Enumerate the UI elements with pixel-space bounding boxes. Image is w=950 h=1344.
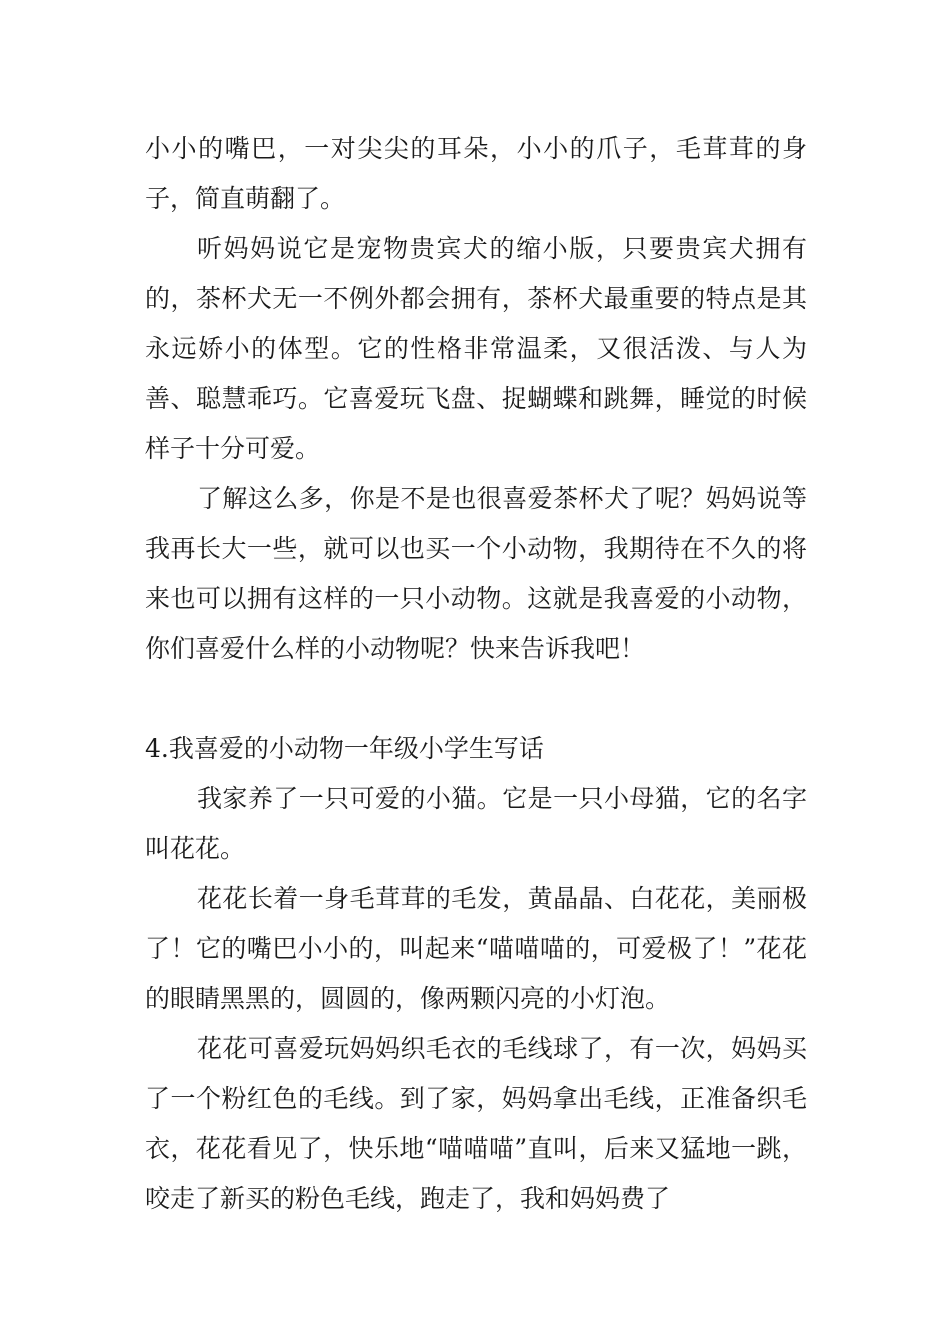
paragraph-conclusion: 了解这么多，你是不是也很喜爱茶杯犬了呢？妈妈说等我再长大一些，就可以也买一个小动物，我期待在不久的将来也可以拥有这样的一只小动物。这就是我喜爱的小动物，你们喜爱什么样的小动物呢？快来告诉我吧！ (145, 484, 807, 663)
document-body (145, 124, 807, 1224)
section-heading: 4.我喜爱的小动物一年级小学生写话 (145, 734, 544, 763)
paragraph-cat-yarn-story: 花花可喜爱玩妈妈织毛衣的毛线球了，有一次，妈妈买了一个粉红色的毛线。到了家，妈妈拿出毛线，正准备织毛衣，花花看见了，快乐地“喵喵喵”直叫，后来又猛地一跳，咬走了新买的粉色毛线，跑走了，我和妈妈费了 (145, 1034, 807, 1213)
paragraph-cat-intro: 我家养了一只可爱的小猫。它是一只小母猫，它的名字叫花花。 (145, 784, 807, 863)
paragraph-cat-appearance: 花花长着一身毛茸茸的毛发，黄晶晶、白花花，美丽极了！它的嘴巴小小的，叫起来“喵喵喵的，可爱极了！”花花的眼睛黑黑的，圆圆的，像两颗闪亮的小灯泡。 (145, 884, 807, 1013)
paragraph-teacup-dog-description: 听妈妈说它是宠物贵宾犬的缩小版，只要贵宾犬拥有的，茶杯犬无一不例外都会拥有，茶杯犬最重要的特点是其永远娇小的体型。它的性格非常温柔，又很活泼、与人为善、聪慧乖巧。它喜爱玩飞盘、捉蝴蝶和跳舞，睡觉的时候样子十分可爱。 (145, 234, 807, 463)
paragraph-continuation: 小小的嘴巴，一对尖尖的耳朵，小小的爪子，毛茸茸的身子，简直萌翻了。 (145, 134, 807, 213)
